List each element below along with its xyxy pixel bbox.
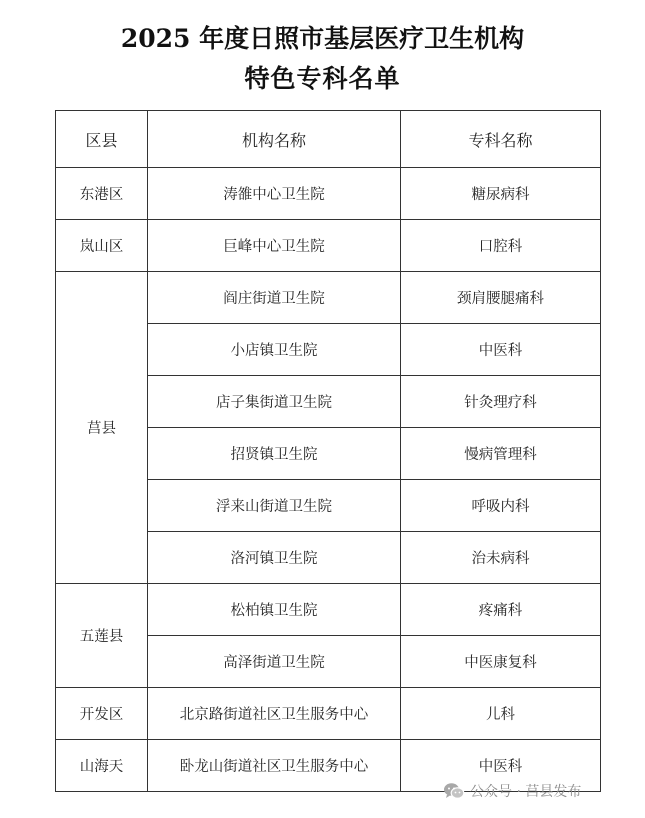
institution-cell: 洛河镇卫生院 bbox=[148, 532, 401, 584]
specialty-cell: 儿科 bbox=[401, 688, 601, 740]
institution-cell: 巨峰中心卫生院 bbox=[148, 220, 401, 272]
institution-cell: 松柏镇卫生院 bbox=[148, 584, 401, 636]
district-cell: 开发区 bbox=[56, 688, 148, 740]
table-row bbox=[56, 688, 601, 740]
specialty-cell: 糖尿病科 bbox=[401, 168, 601, 220]
institution-cell: 浮来山街道卫生院 bbox=[148, 480, 401, 532]
specialty-cell: 中医科 bbox=[401, 324, 601, 376]
institution-cell: 高泽街道卫生院 bbox=[148, 636, 401, 688]
district-cell: 山海天 bbox=[56, 740, 148, 792]
district-cell: 东港区 bbox=[56, 168, 148, 220]
table-header-row bbox=[56, 111, 601, 168]
specialty-cell: 口腔科 bbox=[401, 220, 601, 272]
district-cell: 莒县 bbox=[56, 272, 148, 584]
specialty-cell: 针灸理疗科 bbox=[401, 376, 601, 428]
document-title-line1: 2025 年度日照市基层医疗卫生机构 bbox=[120, 24, 525, 53]
watermark-text: 公众号 · 莒县发布 bbox=[470, 784, 582, 800]
header-institution: 机构名称 bbox=[148, 111, 401, 168]
district-cell: 岚山区 bbox=[56, 220, 148, 272]
table-row bbox=[56, 168, 601, 220]
wechat-icon bbox=[443, 782, 465, 800]
header-specialty: 专科名称 bbox=[401, 111, 601, 168]
table-row bbox=[56, 220, 601, 272]
specialty-cell: 中医康复科 bbox=[401, 636, 601, 688]
table-row bbox=[56, 272, 601, 324]
institution-cell: 招贤镇卫生院 bbox=[148, 428, 401, 480]
specialty-cell: 颈肩腰腿痛科 bbox=[401, 272, 601, 324]
institution-cell: 店子集街道卫生院 bbox=[148, 376, 401, 428]
watermark bbox=[443, 779, 581, 803]
specialty-cell: 疼痛科 bbox=[401, 584, 601, 636]
document-title-line2: 特色专科名单 bbox=[244, 64, 401, 93]
institution-cell: 卧龙山街道社区卫生服务中心 bbox=[148, 740, 401, 792]
specialty-cell: 慢病管理科 bbox=[401, 428, 601, 480]
institution-cell: 小店镇卫生院 bbox=[148, 324, 401, 376]
table-row bbox=[56, 584, 601, 636]
district-cell: 五莲县 bbox=[56, 584, 148, 688]
specialty-table bbox=[55, 110, 601, 792]
specialty-cell: 呼吸内科 bbox=[401, 480, 601, 532]
institution-cell: 北京路街道社区卫生服务中心 bbox=[148, 688, 401, 740]
specialty-cell: 治未病科 bbox=[401, 532, 601, 584]
specialty-cell: 中医科 bbox=[401, 740, 601, 792]
institution-cell: 涛雒中心卫生院 bbox=[148, 168, 401, 220]
institution-cell: 阎庄街道卫生院 bbox=[148, 272, 401, 324]
header-district: 区县 bbox=[56, 111, 148, 168]
